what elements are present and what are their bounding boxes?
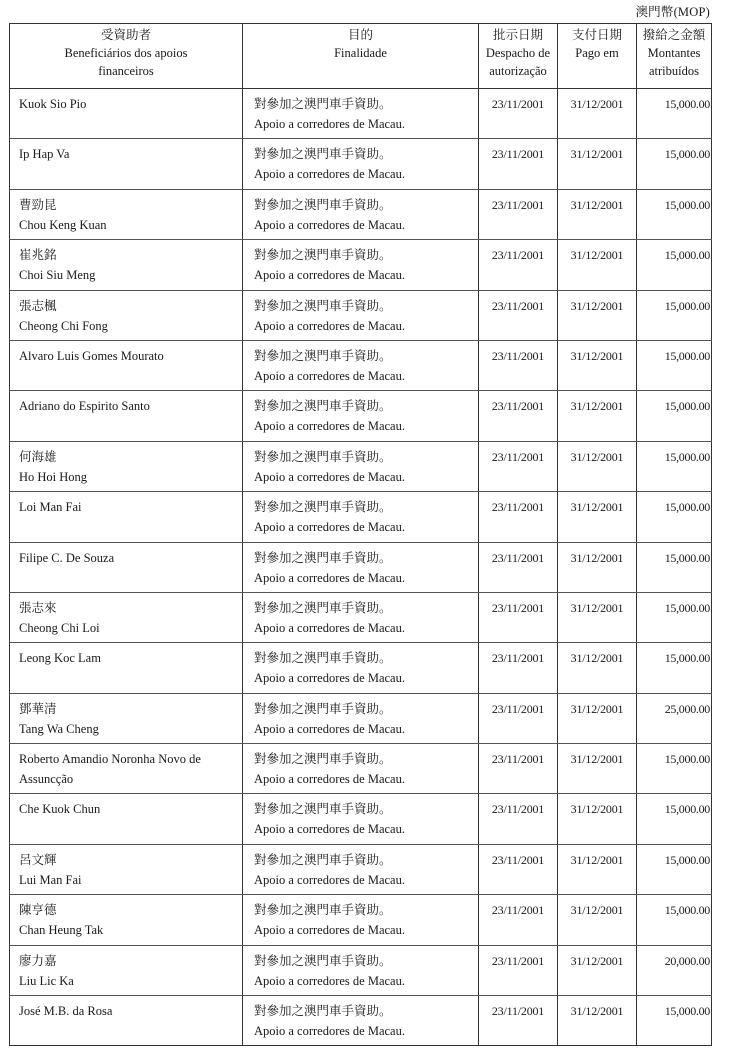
beneficiary-name: Chou Keng Kuan: [19, 217, 107, 232]
purpose-text: 對參加之澳門車手資助。: [254, 147, 392, 162]
purpose-cell: [243, 89, 479, 139]
header-pago: [558, 24, 637, 89]
payment-date: 31/12/2001: [558, 945, 637, 995]
purpose-text: 對參加之澳門車手資助。: [254, 600, 392, 615]
payment-date: 31/12/2001: [558, 391, 637, 441]
despacho-date: 23/11/2001: [479, 139, 558, 189]
purpose-text: Apoio a corredores de Macau.: [254, 822, 405, 837]
header-pago-pt: Pago em: [575, 46, 619, 60]
beneficiary-name: Alvaro Luis Gomes Mourato: [19, 348, 164, 363]
table-row: [10, 139, 712, 189]
purpose-text: Apoio a corredores de Macau.: [254, 167, 405, 182]
amount: 15,000.00: [637, 844, 712, 894]
purpose-cell: [243, 844, 479, 894]
header-beneficiary-pt-2: financeiros: [98, 64, 154, 78]
table-row: [10, 89, 712, 139]
purpose-text: 對參加之澳門車手資助。: [254, 399, 392, 414]
table-row: [10, 391, 712, 441]
beneficiary-cell: [10, 340, 243, 390]
purpose-cell: [243, 643, 479, 693]
despacho-date: 23/11/2001: [479, 844, 558, 894]
table-row: [10, 240, 712, 290]
purpose-text: Apoio a corredores de Macau.: [254, 570, 405, 585]
amount: 15,000.00: [637, 290, 712, 340]
beneficiary-cell: [10, 240, 243, 290]
payment-date: 31/12/2001: [558, 693, 637, 743]
despacho-date: 23/11/2001: [479, 542, 558, 592]
table-row: [10, 794, 712, 844]
table-row: [10, 492, 712, 542]
amount: 15,000.00: [637, 492, 712, 542]
amount: 15,000.00: [637, 996, 712, 1046]
payment-date: 31/12/2001: [558, 290, 637, 340]
beneficiary-name: 曹勁昆: [19, 197, 57, 212]
purpose-cell: [243, 895, 479, 945]
header-despacho-pt-2: autorização: [489, 64, 547, 78]
purpose-text: Apoio a corredores de Macau.: [254, 671, 405, 686]
currency-label: 澳門幣(MOP): [635, 5, 710, 19]
table-row: [10, 643, 712, 693]
amount: 15,000.00: [637, 189, 712, 239]
table-row: [10, 945, 712, 995]
despacho-date: 23/11/2001: [479, 744, 558, 794]
payment-date: 31/12/2001: [558, 340, 637, 390]
beneficiary-cell: [10, 996, 243, 1046]
amount: 15,000.00: [637, 441, 712, 491]
header-amount-zh: 撥給之金額: [642, 28, 706, 42]
purpose-text: 對參加之澳門車手資助。: [254, 752, 392, 767]
amount: 15,000.00: [637, 89, 712, 139]
amount: 15,000.00: [637, 240, 712, 290]
amount: 25,000.00: [637, 693, 712, 743]
beneficiary-name: 鄧華清: [19, 701, 57, 716]
table-header-row: [10, 24, 712, 89]
beneficiary-name: Tang Wa Cheng: [19, 721, 99, 736]
beneficiary-name: Cheong Chi Loi: [19, 620, 100, 635]
beneficiary-cell: [10, 895, 243, 945]
table-row: [10, 340, 712, 390]
beneficiary-name: Leong Koc Lam: [19, 651, 101, 666]
amount: 15,000.00: [637, 391, 712, 441]
beneficiary-name: Cheong Chi Fong: [19, 318, 108, 333]
purpose-text: Apoio a corredores de Macau.: [254, 318, 405, 333]
despacho-date: 23/11/2001: [479, 794, 558, 844]
table-row: [10, 189, 712, 239]
payment-date: 31/12/2001: [558, 240, 637, 290]
grants-table: [9, 23, 712, 1046]
purpose-cell: [243, 189, 479, 239]
table-row: [10, 744, 712, 794]
beneficiary-name: Choi Siu Meng: [19, 268, 96, 283]
purpose-text: Apoio a corredores de Macau.: [254, 973, 405, 988]
purpose-text: Apoio a corredores de Macau.: [254, 620, 405, 635]
purpose-text: Apoio a corredores de Macau.: [254, 721, 405, 736]
purpose-text: 對參加之澳門車手資助。: [254, 97, 392, 111]
despacho-date: 23/11/2001: [479, 340, 558, 390]
purpose-text: 對參加之澳門車手資助。: [254, 1004, 392, 1019]
purpose-cell: [243, 492, 479, 542]
payment-date: 31/12/2001: [558, 996, 637, 1046]
beneficiary-name: Kuok Sio Pio: [19, 97, 87, 111]
purpose-text: Apoio a corredores de Macau.: [254, 872, 405, 887]
purpose-cell: [243, 996, 479, 1046]
beneficiary-name: 呂文輝: [19, 852, 57, 867]
purpose-text: 對參加之澳門車手資助。: [254, 852, 392, 867]
despacho-date: 23/11/2001: [479, 693, 558, 743]
header-beneficiary-pt-1: Beneficiários dos apoios: [64, 46, 188, 60]
amount: 15,000.00: [637, 794, 712, 844]
purpose-text: 對參加之澳門車手資助。: [254, 298, 392, 313]
purpose-text: 對參加之澳門車手資助。: [254, 348, 392, 363]
beneficiary-cell: [10, 693, 243, 743]
header-pago-zh: 支付日期: [571, 28, 622, 42]
payment-date: 31/12/2001: [558, 189, 637, 239]
purpose-text: 對參加之澳門車手資助。: [254, 903, 392, 918]
purpose-text: 對參加之澳門車手資助。: [254, 953, 392, 968]
beneficiary-name: Lui Man Fai: [19, 872, 82, 887]
payment-date: 31/12/2001: [558, 643, 637, 693]
table-row: [10, 441, 712, 491]
purpose-cell: [243, 693, 479, 743]
amount: 20,000.00: [637, 945, 712, 995]
payment-date: 31/12/2001: [558, 895, 637, 945]
header-despacho-pt-1: Despacho de: [485, 46, 551, 60]
table-body: [10, 89, 712, 1046]
purpose-cell: [243, 744, 479, 794]
beneficiary-cell: [10, 643, 243, 693]
beneficiary-cell: [10, 89, 243, 139]
beneficiary-cell: [10, 844, 243, 894]
beneficiary-name: 陳亨德: [19, 903, 57, 918]
despacho-date: 23/11/2001: [479, 89, 558, 139]
payment-date: 31/12/2001: [558, 794, 637, 844]
amount: 15,000.00: [637, 643, 712, 693]
amount: 15,000.00: [637, 542, 712, 592]
header-purpose-pt: Finalidade: [334, 46, 387, 60]
purpose-cell: [243, 441, 479, 491]
purpose-text: Apoio a corredores de Macau.: [254, 520, 405, 535]
header-amount-pt-2: atribuídos: [649, 64, 699, 78]
purpose-text: Apoio a corredores de Macau.: [254, 368, 405, 383]
table-row: [10, 844, 712, 894]
beneficiary-name: Loi Man Fai: [19, 500, 82, 515]
purpose-text: 對參加之澳門車手資助。: [254, 550, 392, 565]
purpose-text: Apoio a corredores de Macau.: [254, 217, 405, 232]
payment-date: 31/12/2001: [558, 492, 637, 542]
purpose-text: Apoio a corredores de Macau.: [254, 772, 405, 787]
header-despacho-zh: 批示日期: [492, 28, 543, 42]
purpose-cell: [243, 391, 479, 441]
beneficiary-name: Assuncção: [19, 772, 74, 787]
purpose-cell: [243, 139, 479, 189]
beneficiary-cell: [10, 189, 243, 239]
purpose-text: 對參加之澳門車手資助。: [254, 449, 392, 464]
purpose-text: 對參加之澳門車手資助。: [254, 248, 392, 263]
despacho-date: 23/11/2001: [479, 643, 558, 693]
purpose-cell: [243, 945, 479, 995]
purpose-text: Apoio a corredores de Macau.: [254, 268, 405, 283]
beneficiary-cell: [10, 492, 243, 542]
despacho-date: 23/11/2001: [479, 945, 558, 995]
payment-date: 31/12/2001: [558, 139, 637, 189]
despacho-date: 23/11/2001: [479, 441, 558, 491]
header-beneficiary-zh: 受資助者: [100, 28, 151, 42]
purpose-text: Apoio a corredores de Macau.: [254, 419, 405, 434]
amount: 15,000.00: [637, 139, 712, 189]
despacho-date: 23/11/2001: [479, 189, 558, 239]
purpose-cell: [243, 340, 479, 390]
beneficiary-name: Chan Heung Tak: [19, 923, 104, 938]
purpose-cell: [243, 794, 479, 844]
purpose-cell: [243, 240, 479, 290]
beneficiary-cell: [10, 542, 243, 592]
beneficiary-name: 張志楓: [19, 298, 57, 313]
beneficiary-name: 崔兆銘: [19, 248, 57, 263]
despacho-date: 23/11/2001: [479, 240, 558, 290]
despacho-date: 23/11/2001: [479, 592, 558, 642]
beneficiary-name: José M.B. da Rosa: [19, 1004, 113, 1019]
table-row: [10, 542, 712, 592]
beneficiary-name: 何海雄: [19, 449, 57, 464]
amount: 15,000.00: [637, 895, 712, 945]
header-beneficiary: [10, 24, 243, 89]
header-purpose-zh: 目的: [347, 28, 373, 42]
despacho-date: 23/11/2001: [479, 391, 558, 441]
beneficiary-cell: [10, 744, 243, 794]
despacho-date: 23/11/2001: [479, 996, 558, 1046]
payment-date: 31/12/2001: [558, 89, 637, 139]
purpose-cell: [243, 592, 479, 642]
beneficiary-cell: [10, 794, 243, 844]
payment-date: 31/12/2001: [558, 542, 637, 592]
beneficiary-name: Adriano do Espirito Santo: [19, 399, 150, 414]
payment-date: 31/12/2001: [558, 744, 637, 794]
purpose-cell: [243, 542, 479, 592]
beneficiary-name: 廖力嘉: [19, 953, 57, 968]
amount: 15,000.00: [637, 340, 712, 390]
beneficiary-name: Ho Hoi Hong: [19, 469, 88, 484]
header-despacho: [479, 24, 558, 89]
purpose-text: Apoio a corredores de Macau.: [254, 923, 405, 938]
beneficiary-name: Roberto Amandio Noronha Novo de: [19, 752, 201, 767]
purpose-text: Apoio a corredores de Macau.: [254, 469, 405, 484]
header-amount: [637, 24, 712, 89]
table-row: [10, 895, 712, 945]
beneficiary-cell: [10, 945, 243, 995]
purpose-text: Apoio a corredores de Macau.: [254, 117, 405, 131]
beneficiary-cell: [10, 290, 243, 340]
purpose-text: 對參加之澳門車手資助。: [254, 802, 392, 817]
payment-date: 31/12/2001: [558, 441, 637, 491]
despacho-date: 23/11/2001: [479, 492, 558, 542]
beneficiary-cell: [10, 441, 243, 491]
table-row: [10, 592, 712, 642]
beneficiary-name: Ip Hap Va: [19, 147, 70, 162]
beneficiary-name: Filipe C. De Souza: [19, 550, 115, 565]
purpose-text: Apoio a corredores de Macau.: [254, 1024, 405, 1039]
purpose-text: 對參加之澳門車手資助。: [254, 500, 392, 515]
payment-date: 31/12/2001: [558, 592, 637, 642]
purpose-text: 對參加之澳門車手資助。: [254, 701, 392, 716]
table-row: [10, 290, 712, 340]
beneficiary-name: Che Kuok Chun: [19, 802, 101, 817]
amount: 15,000.00: [637, 592, 712, 642]
beneficiary-name: Liu Lic Ka: [19, 973, 74, 988]
purpose-cell: [243, 290, 479, 340]
payment-date: 31/12/2001: [558, 844, 637, 894]
header-amount-pt-1: Montantes: [647, 46, 701, 60]
header-purpose: [243, 24, 479, 89]
purpose-text: 對參加之澳門車手資助。: [254, 197, 392, 212]
despacho-date: 23/11/2001: [479, 895, 558, 945]
amount: 15,000.00: [637, 744, 712, 794]
beneficiary-cell: [10, 139, 243, 189]
beneficiary-cell: [10, 391, 243, 441]
beneficiary-name: 張志來: [19, 600, 57, 615]
despacho-date: 23/11/2001: [479, 290, 558, 340]
table-row: [10, 996, 712, 1046]
beneficiary-cell: [10, 592, 243, 642]
purpose-text: 對參加之澳門車手資助。: [254, 651, 392, 666]
table-row: [10, 693, 712, 743]
